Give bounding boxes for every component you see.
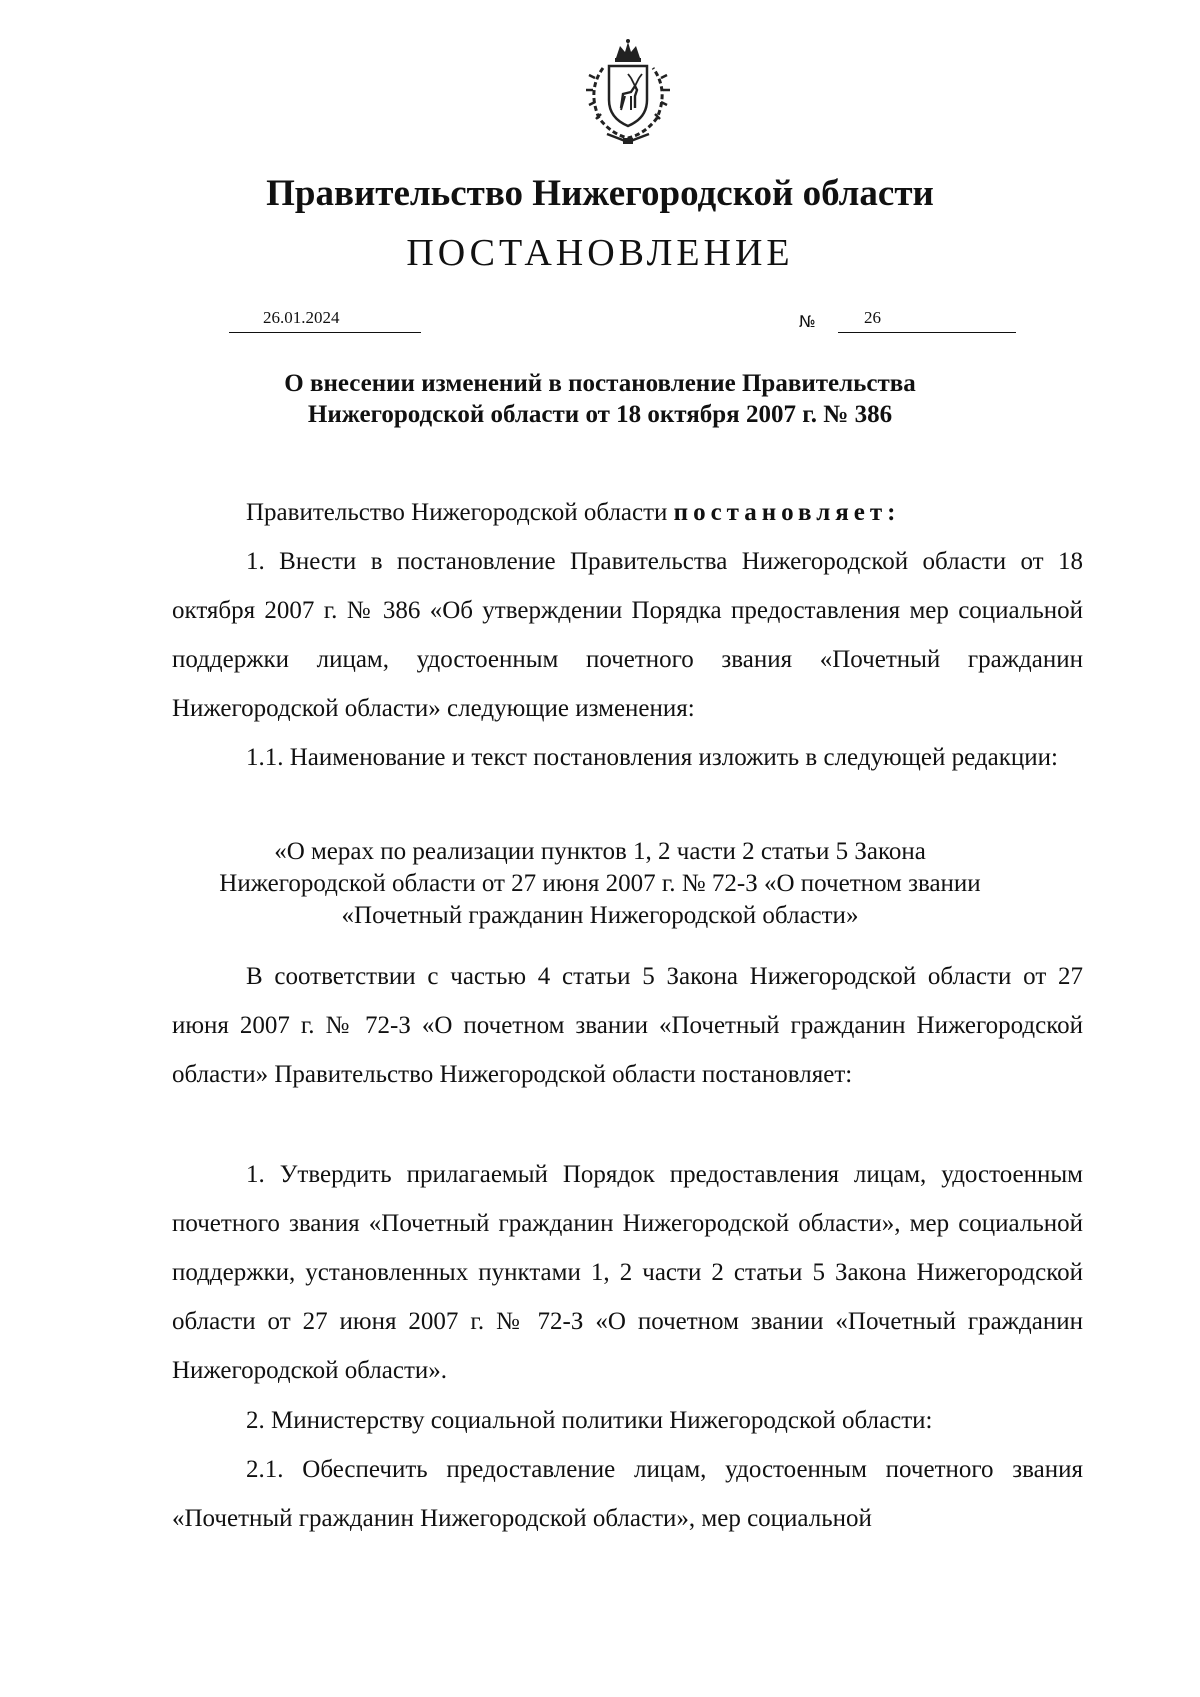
document-number: 26 (864, 308, 881, 327)
item-2-paragraph: 2. Министерству социальной политики Нижегородской области: (246, 1407, 933, 1434)
document-subject (0, 368, 1200, 430)
paragraph-1: 1. Внести в постановление Правительства Нижегородской области от 18 октября 2007 г. № 386 «Об утверждении Порядка предоставления мер социальной поддержки лицам, удостоенным почетного звания «Почетный гражданин Нижегородской области» следующие изменения: (172, 548, 1083, 722)
subject-line-1: О внесении изменений в постановление Правительства (284, 370, 916, 397)
document-type: ПОСТАНОВЛЕНИЕ (406, 232, 794, 274)
government-name: Правительство Нижегородской области (266, 173, 934, 214)
number-field (838, 308, 1016, 333)
quoted-title-line-2: Нижегородской области от 27 июня 2007 г. № 72-З «О почетном звании (219, 870, 981, 897)
number-label: № (799, 312, 816, 331)
item-1-paragraph: 1. Утвердить прилагаемый Порядок предоставления лицам, удостоенным почетного звания «Почетный гражданин Нижегородской области», мер социальной поддержки, установленных пунктами 1, 2 части 2 статьи 5 Закона Нижегородской области от 27 июня 2007 г. № 72-З «О почетном звании «Почетный гражданин Нижегородской области». (172, 1161, 1083, 1384)
intro-paragraph (172, 488, 1083, 537)
subject-line-2: Нижегородской области от 18 октября 2007 г. № 386 (307, 401, 893, 428)
paragraph-1-1: 1.1. Наименование и текст постановления изложить в следующей редакции: (246, 744, 1058, 771)
item-2-1-paragraph: 2.1. Обеспечить предоставление лицам, удостоенным почетного звания «Почетный гражданин Нижегородской области», мер социальной (172, 1456, 1083, 1532)
quoted-title-line-1: «О мерах по реализации пунктов 1, 2 части 2 статьи 5 Закона (274, 838, 926, 865)
quoted-title-line-3: «Почетный гражданин Нижегородской области» (341, 902, 859, 929)
document-date: 26.01.2024 (263, 308, 340, 327)
coat-of-arms-icon (573, 38, 683, 146)
intro-verb: постановляет: (673, 499, 901, 526)
basis-paragraph: В соответствии с частью 4 статьи 5 Закона Нижегородской области от 27 июня 2007 г. № 72-З «О почетном звании «Почетный гражданин Нижегородской области» Правительство Нижегородской области постановляет: (172, 963, 1083, 1088)
intro-text: Правительство Нижегородской области (246, 499, 668, 526)
quoted-title (0, 836, 1200, 932)
date-field (229, 308, 421, 333)
